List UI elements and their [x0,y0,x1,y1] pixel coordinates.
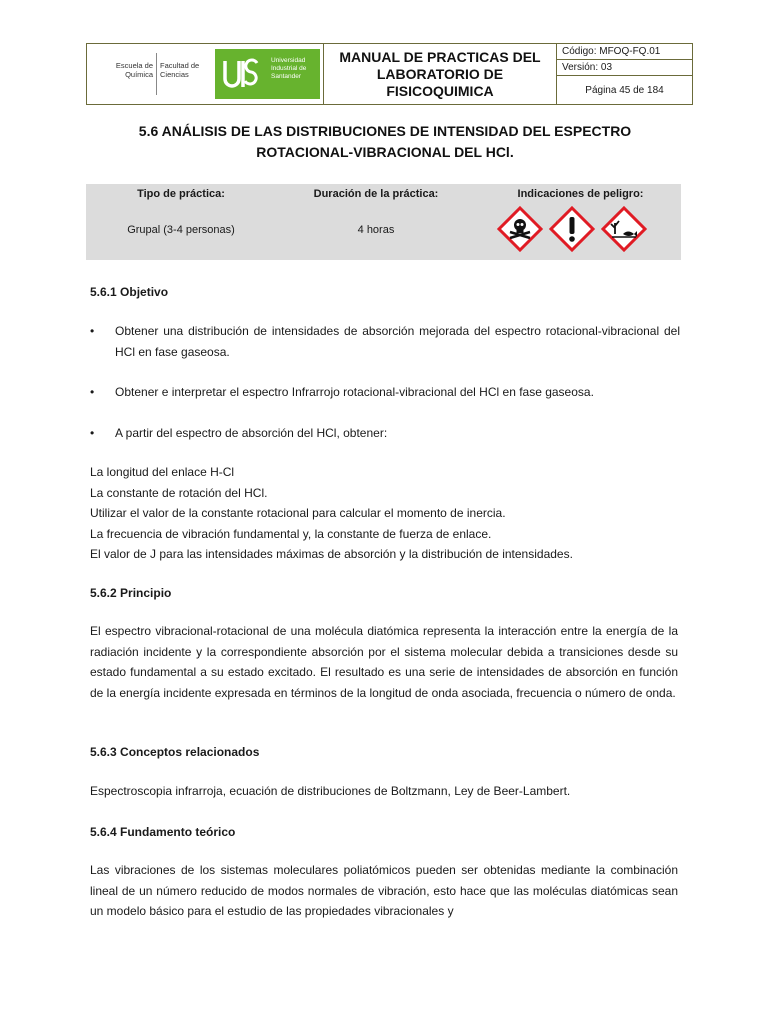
exclamation-icon [549,206,595,252]
section-title: 5.6 ANÁLISIS DE LAS DISTRIBUCIONES DE INTENSIDAD DEL ESPECTRO ROTACIONAL-VIBRACIONAL DEL HCl. [138,123,632,160]
bullet-dot: • [90,324,95,338]
logo-divider [156,53,157,95]
practice-type-value: Grupal (3-4 personas) [127,224,235,236]
escuela-label: Escuela de Química [115,61,153,79]
logos-cell [87,44,324,104]
bullet-dot: • [90,385,95,399]
bullet-text: A partir del espectro de absorción del HCl, obtener: [115,426,388,440]
practice-info-box [86,184,681,260]
list-item: La longitud del enlace H-Cl [90,465,235,479]
objetivo-list [90,462,678,565]
objetivo-bullet [90,382,680,403]
university-name: Universidad Industrial de Santander [265,49,320,99]
bullet-text: Obtener e interpretar el espectro Infrarrojo rotacional-vibracional del HCl en fase gaseosa. [115,385,594,399]
document-code: Código: MFOQ-FQ.01 [557,44,692,60]
conceptos-paragraph: Espectroscopia infrarroja, ecuación de distribuciones de Boltzmann, Ley de Beer-Lambert. [90,784,571,798]
list-item: La frecuencia de vibración fundamental y, la constante de fuerza de enlace. [90,526,492,541]
list-item: La constante de rotación del HCl. [90,485,268,500]
toxic-skull-icon [497,206,543,252]
facultad-label: Facultad de Ciencias [160,61,200,79]
principio-heading: 5.6.2 Principio [90,586,172,600]
practice-type [86,184,276,260]
hazard-indications [478,184,683,260]
practice-duration-value: 4 horas [357,224,395,236]
objetivo-bullet [90,423,680,444]
meta-cell [557,44,692,104]
bullet-dot: • [90,426,95,440]
practice-duration-label: Duración de la práctica: [313,188,439,200]
uis-logo-icon [215,49,265,99]
objetivo-bullet [90,321,680,362]
objetivo-heading: 5.6.1 Objetivo [90,285,169,299]
environment-hazard-icon [601,206,647,252]
conceptos-heading: 5.6.3 Conceptos relacionados [90,745,260,759]
manual-title: MANUAL DE PRACTICAS DEL LABORATORIO DE FISICOQUIMICA [324,44,557,104]
practice-type-label: Tipo de práctica: [137,188,225,200]
principio-paragraph: El espectro vibracional-rotacional de una molécula diatómica representa la interacción entre la energía de la radiación incidente y la correspondiente absorción por el sistema molecular debida a transiciones desde su estado fundamental a su estado excitado. El resultado es una serie de intensidades de absorción en función de la energía incidente expresada en términos de la longitud de onda asociada, frecuencia o número de onda. [90,624,678,700]
fundamento-paragraph: Las vibraciones de los sistemas moleculares poliatómicos pueden ser obtenidas mediante la combinación lineal de un número reducido de modos normales de vibración, esto hace que las moléculas diatómicas sean un modelo básico para el estudio de las propiedades vibracionales y [90,863,678,918]
fundamento-heading: 5.6.4 Fundamento teórico [90,825,236,839]
list-item: El valor de J para las intensidades máximas de absorción y la distribución de intensidades. [90,547,573,561]
practice-duration [281,184,471,260]
bullet-text: Obtener una distribución de intensidades de absorción mejorada del espectro rotacional-vibracional del HCl en fase gaseosa. [115,324,680,359]
document-header [86,43,693,105]
page-number: Página 45 de 184 [585,84,664,96]
list-item: Utilizar el valor de la constante rotacional para calcular el momento de inercia. [90,506,506,520]
hazard-pictograms [497,206,647,252]
hazard-label: Indicaciones de peligro: [517,188,644,200]
document-version: Versión: 03 [557,60,692,76]
